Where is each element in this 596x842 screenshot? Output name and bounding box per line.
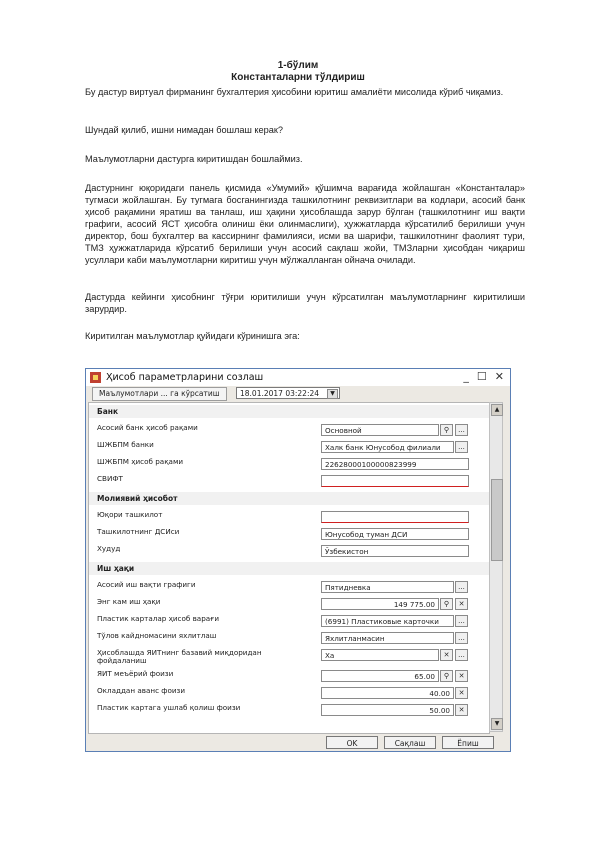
search-icon[interactable]: ⚲ (440, 670, 453, 682)
schedule-field[interactable]: Пятидневка (321, 581, 454, 593)
row-cards (89, 612, 489, 630)
parent-org-field[interactable] (321, 511, 469, 523)
settings-dialog (85, 368, 511, 752)
field-label: Ҳисоблашда ЯИТнинг базавий миқдоридан фойдаланиш (97, 648, 262, 665)
minimize-icon[interactable]: _ (463, 370, 469, 383)
row-swift (89, 472, 489, 490)
row-card-pct (89, 701, 489, 719)
row-rounding (89, 629, 489, 647)
select-button[interactable]: ... (455, 615, 468, 627)
dialog-toolbar (86, 386, 510, 401)
row-min-wage (89, 595, 489, 613)
field-label: Окладдан аванс фоизи (97, 686, 186, 695)
swift-field[interactable] (321, 475, 469, 487)
date-value: 18.01.2017 03:22:24 (240, 389, 320, 398)
select-button[interactable]: ... (455, 649, 468, 661)
page-title: Константаларни тўлдириш (231, 72, 365, 83)
vertical-scrollbar[interactable] (489, 402, 503, 732)
bank-account-number-field[interactable]: 22628000100000823999 (321, 458, 469, 470)
clear-icon[interactable]: ✕ (455, 704, 468, 716)
dialog-title: Ҳисоб параметрларини созлаш (106, 372, 264, 383)
section-header-payroll: Иш ҳақи (89, 562, 489, 575)
field-label: Асосий иш вақти графиги (97, 580, 196, 589)
paragraph: Маълумотларни дастурга киритишдан бошлаймиз. (85, 154, 303, 164)
settings-list (88, 402, 490, 734)
clear-icon[interactable]: ✕ (440, 649, 453, 661)
row-bank-name (89, 438, 489, 456)
clear-icon[interactable]: ✕ (455, 670, 468, 682)
paragraph: Дастурда кейинги ҳисобнинг тўғри юритилиши учун кўрсатилган маълумотларнинг киритилиши зарурдир. (85, 292, 525, 314)
section-header-finance: Молиявий ҳисобот (89, 492, 489, 505)
min-wage-field[interactable]: 149 775.00 (321, 598, 439, 610)
row-schedule (89, 578, 489, 596)
row-bank-account (89, 421, 489, 439)
ok-button[interactable]: OK (326, 736, 378, 749)
paragraph: Бу дастур виртуал фирманинг бухгалтерия ҳисобини юритиш амалиёти мисолида кўриб чиқамиз. (85, 87, 504, 97)
field-label: ШЖБПМ банки (97, 440, 154, 449)
region-field[interactable]: Ўзбекистон (321, 545, 469, 557)
tax-office-field[interactable]: Юнусобод туман ДСИ (321, 528, 469, 540)
select-button[interactable]: ... (455, 581, 468, 593)
field-label: СВИФТ (97, 474, 123, 483)
chevron-down-icon[interactable]: ▼ (327, 389, 338, 399)
yait-base-field[interactable]: Ха (321, 649, 439, 661)
row-org-tax (89, 525, 489, 543)
field-label: Пластик картага ушлаб қолиш фоизи (97, 703, 241, 712)
row-advance (89, 684, 489, 702)
advance-percent-field[interactable]: 40.00 (321, 687, 454, 699)
bank-account-field[interactable]: Основной (321, 424, 439, 436)
field-label: ШЖБПМ ҳисоб рақами (97, 457, 184, 466)
close-icon[interactable]: ✕ (494, 370, 504, 383)
paragraph: Дастурнинг юқоридаги панель қисмида «Умумий» қўшимча варағида жойлашган «Константалар» тугмаси жойлашган. Бу тугмага босганингизда ташкилотнинг реквизитлари ва кодлари, асосий банк ҳисоб рақамини яратиш ва танлаш, иш ҳақини ҳисоблашда зарур бўлган (ташкилотнинг иш вақти графиги, асосий ЯСТ ҳисобга олиниш ёки олинмаслиги), ҳужжатларда кўрсатилиб берилиши учун директор, бош бухгалтер ва кассирнинг фамилияси, исми ва шарифи, ташкилотнинг фаолият тури, ТМЗ ҳужжатларида кўрсатиб берилиши учун асосий сақлаш жойи, ТМЗларни ҳисобдан чиқариш усуллари каби маълумотларни киритиш учун мўлжалланган ойнача очилади. (85, 183, 525, 265)
date-field[interactable] (236, 387, 340, 399)
card-withhold-field[interactable]: 50.00 (321, 704, 454, 716)
row-bank-acc-no (89, 455, 489, 473)
scroll-down-icon[interactable]: ▼ (491, 718, 503, 730)
maximize-icon[interactable]: ☐ (476, 370, 487, 383)
app-icon (90, 372, 101, 383)
row-yait (89, 646, 489, 668)
scroll-up-icon[interactable]: ▲ (491, 404, 503, 416)
row-org-top (89, 508, 489, 526)
search-icon[interactable]: ⚲ (440, 598, 453, 610)
field-label: Пластик карталар ҳисоб варағи (97, 614, 220, 623)
dialog-titlebar[interactable] (86, 369, 510, 386)
section-header-bank: Банк (89, 405, 489, 418)
field-label: ЯИТ меъёрий фоизи (97, 669, 174, 678)
field-label: Ташкилотнинг ДСИси (97, 527, 180, 536)
field-label: Асосий банк ҳисоб рақами (97, 423, 198, 432)
clear-icon[interactable]: ✕ (455, 687, 468, 699)
field-label: Худуд (97, 544, 121, 553)
field-label: Юқори ташкилот (97, 510, 163, 519)
close-button[interactable]: Ёпиш (442, 736, 494, 749)
scroll-thumb[interactable] (491, 479, 503, 561)
show-data-button[interactable]: Маълумотлари ... га кўрсатиш (92, 387, 227, 401)
save-button[interactable]: Сақлаш (384, 736, 436, 749)
select-button[interactable]: ... (455, 441, 468, 453)
card-account-field[interactable]: (6991) Пластиковые карточки (321, 615, 454, 627)
field-label: Энг кам иш ҳақи (97, 597, 161, 606)
search-icon[interactable]: ⚲ (440, 424, 453, 436)
bank-name-field[interactable]: Халк банк Юнусобод филиали (321, 441, 454, 453)
row-yait-rate (89, 667, 489, 685)
select-button[interactable]: ... (455, 424, 468, 436)
paragraph: Шундай қилиб, ишни нимадан бошлаш керак? (85, 125, 283, 135)
rounding-field[interactable]: Яхлитланмасин (321, 632, 454, 644)
clear-icon[interactable]: ✕ (455, 598, 468, 610)
row-region (89, 542, 489, 560)
paragraph: Киритилган маълумотлар қуйидаги кўринишга эга: (85, 331, 300, 341)
section-number: 1-бўлим (277, 60, 319, 71)
yait-rate-field[interactable]: 65.00 (321, 670, 439, 682)
field-label: Тўлов кайдномасини яхлитлаш (97, 631, 217, 640)
select-button[interactable]: ... (455, 632, 468, 644)
